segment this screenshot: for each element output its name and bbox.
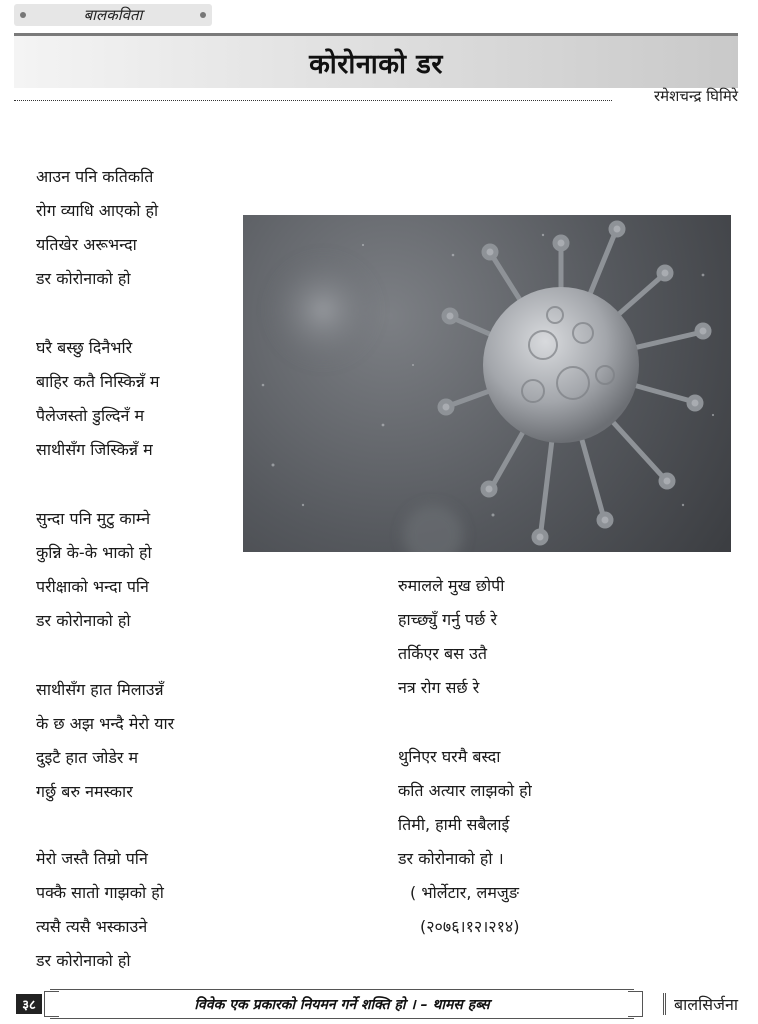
poem-line: मेरो जस्तै तिम्रो पनि	[36, 849, 148, 868]
poem-line: आउन पनि कतिकति	[36, 167, 154, 186]
poem-line: यतिखेर अरूभन्दा	[36, 235, 137, 254]
tab-dot-left	[20, 12, 26, 18]
poem-line: रोग व्याधि आएको हो	[36, 201, 159, 220]
stanza-4	[36, 673, 174, 809]
poem-line: साथीसँग जिस्किन्नँ म	[36, 440, 153, 459]
poem-title: कोरोनाको डर	[309, 48, 443, 80]
poem-line: दुइटै हात जोडेर म	[36, 748, 139, 767]
blurred-virus	[265, 252, 463, 552]
poem-line: तिमी, हामी सबैलाई	[398, 815, 510, 834]
poem-line: बाहिर कतै निस्किन्नँ म	[36, 372, 160, 391]
stanza-5	[36, 842, 164, 978]
poem-line: परीक्षाको भन्दा पनि	[36, 577, 149, 596]
poem-line: त्यसै त्यसै भस्काउने	[36, 917, 148, 936]
poem-line: कति अत्यार लाझको हो	[398, 781, 532, 800]
poem-line: डर कोरोनाको हो	[36, 611, 131, 630]
section-label	[14, 4, 212, 26]
stanza-7	[398, 740, 532, 876]
author-name: रमेशचन्द्र घिमिरे	[654, 87, 738, 105]
poem-signoff	[410, 876, 520, 944]
poem-line: डर कोरोनाको हो	[36, 269, 131, 288]
poem-line: के छ अझ भन्दै मेरो यार	[36, 714, 175, 733]
poem-line: डर कोरोनाको हो	[36, 951, 131, 970]
section-label-text: बालकविता	[83, 6, 143, 24]
poem-line: थुनिएर घरमै बस्दा	[398, 747, 501, 766]
poem-line: नत्र रोग सर्छ रे	[398, 678, 480, 697]
title-bar	[14, 33, 738, 88]
poem-line: कुन्नि के-के भाको हो	[36, 543, 152, 562]
signoff-date: (२०७६।१२।२१४)	[420, 917, 520, 936]
poem-line: पक्कै सातो गाझको हो	[36, 883, 164, 902]
coronavirus-illustration	[243, 215, 731, 552]
poem-line: डर कोरोनाको हो ।	[398, 849, 504, 868]
stanza-1	[36, 160, 158, 296]
stanza-6	[398, 569, 504, 705]
poem-line: हाच्छ्युँ गर्नु पर्छ रे	[398, 610, 497, 629]
virus-drawing	[243, 215, 731, 552]
page-number: ३८	[16, 994, 42, 1014]
author-dotted-rule	[14, 100, 612, 101]
magazine-name: बालसिर्जना	[663, 993, 738, 1015]
poem-line: घरै बस्छु दिनैभरि	[36, 338, 133, 357]
poem-line: साथीसँग हात मिलाउन्नँ	[36, 680, 164, 699]
tab-dot-right	[200, 12, 206, 18]
signoff-place: ( भोर्लेटार, लमजुङ	[410, 883, 519, 902]
poem-line: तर्किएर बस उतै	[398, 644, 487, 663]
stanza-2	[36, 331, 160, 467]
footer-quote: विवेक एक प्रकारको नियमन गर्ने शक्ति हो । – थामस हब्स	[194, 997, 490, 1013]
poem-line: पैलेजस्तो डुल्दिनँ म	[36, 406, 145, 425]
poem-line: रुमालले मुख छोपी	[398, 576, 505, 595]
poem-line: गर्छु बरु नमस्कार	[36, 782, 133, 801]
poem-line: सुन्दा पनि मुटु काम्ने	[36, 509, 151, 528]
stanza-3	[36, 502, 152, 638]
